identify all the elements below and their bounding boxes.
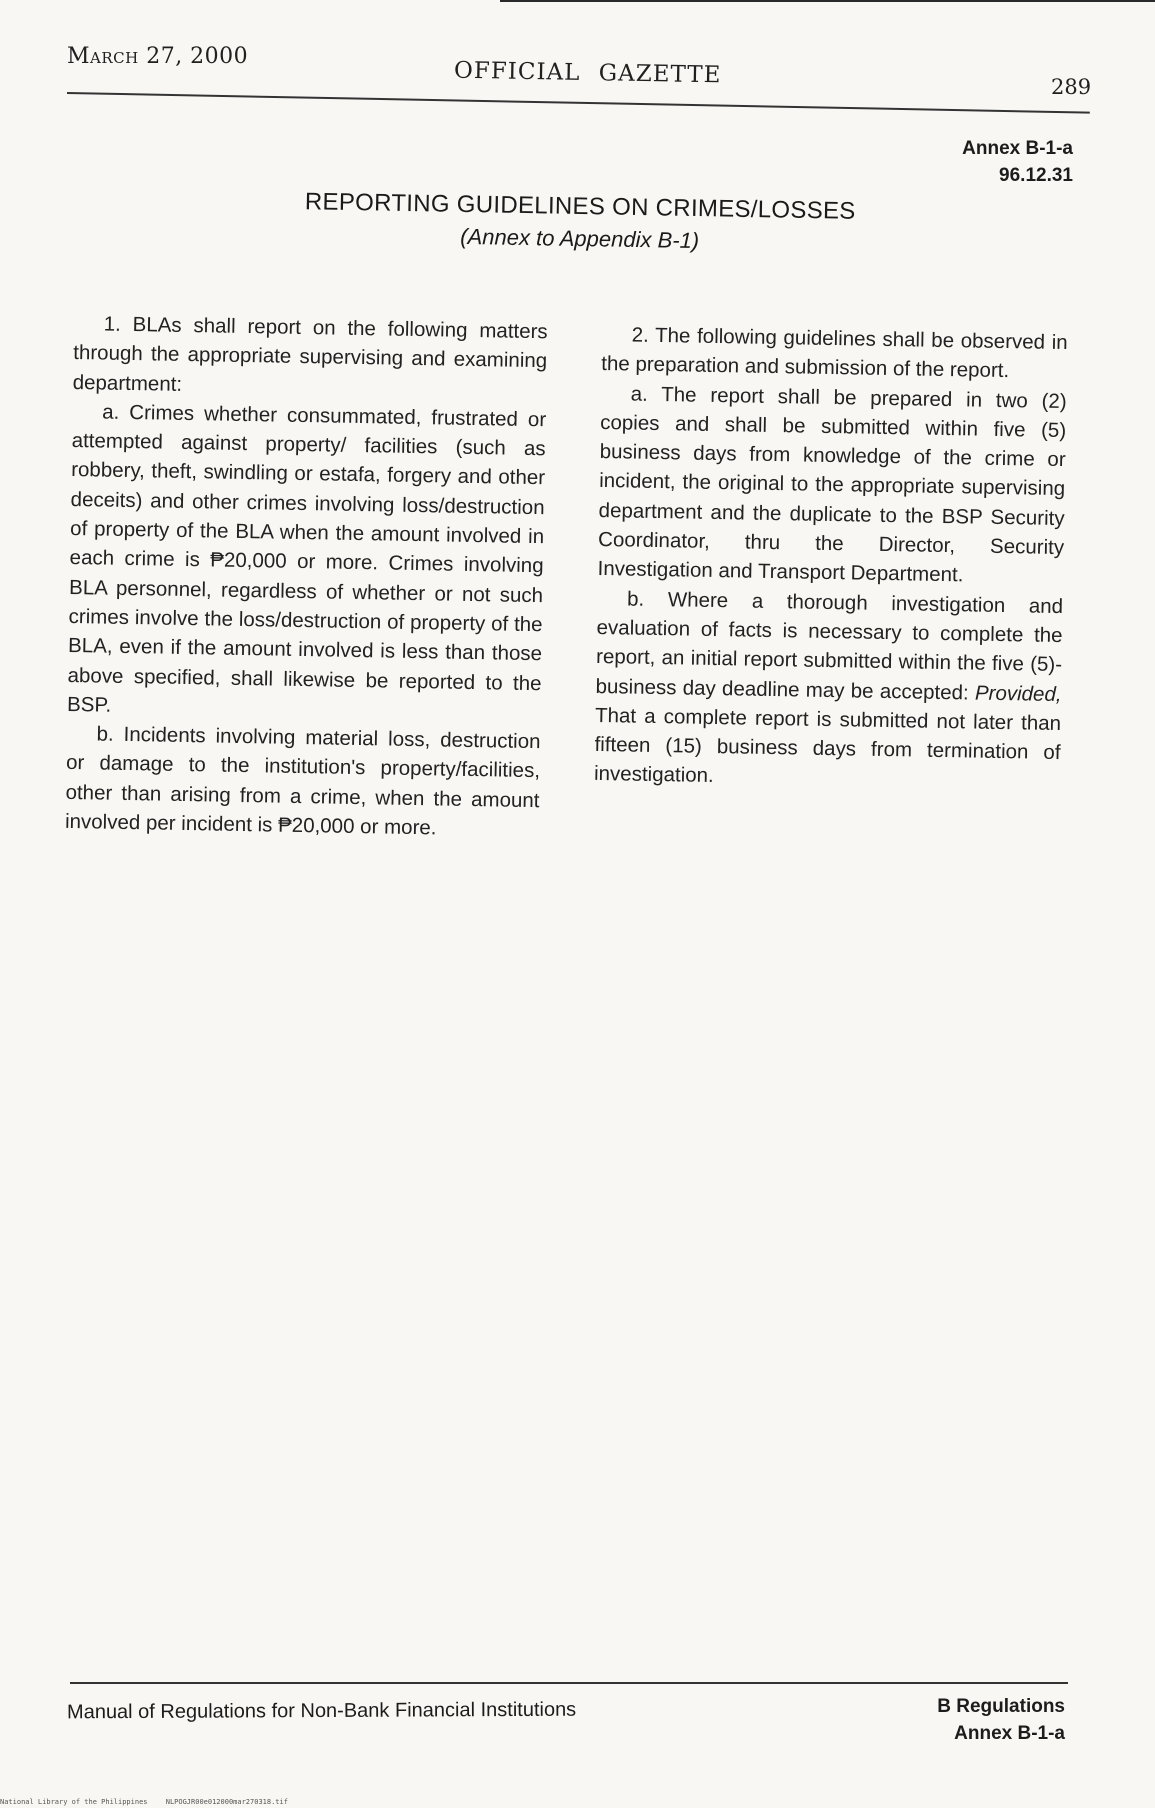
paragraph-2b-end: That a complete report is submitted not later than fifteen (15) business days from termination of investigation.: [593, 703, 1062, 788]
header-date: March 27, 2000: [67, 44, 249, 69]
scan-stamp-file: NLPOGJR00e012000mar270318.tif: [165, 1798, 288, 1806]
paragraph-2a: a. The report shall be prepared in two (2) copies and shall be submitted within five (5) business days from knowledge of the crime or incident, the original to the appropriate supervising department and the duplicate to the BSP Security Coordinator, thru the Director, Security Investigation and Transport Department.: [597, 382, 1067, 587]
footer-section: B Regulations: [937, 1696, 1065, 1717]
annex-reference: [962, 135, 1073, 189]
footer-manual-title: Manual of Regulations for Non-Bank Financial Institutions: [66, 1698, 577, 1724]
paragraph-2b-proviso: Provided,: [974, 681, 1062, 706]
right-column: [594, 320, 1068, 797]
top-scan-rule: [500, 0, 1155, 2]
document-title-sub: (Annex to Appendix B-1): [460, 223, 700, 254]
header-page-number: 289: [1051, 75, 1092, 99]
paragraph-1b: b. Incidents involving material loss, destruction or damage to the institution's property/facilities, other than arising from a crime, when the amount involved per incident is ₱20,000 or more.: [64, 722, 541, 840]
footer-section-ref: [937, 1693, 1065, 1747]
scan-stamp: [0, 1798, 302, 1806]
paragraph-2b: [594, 584, 1064, 797]
left-column: [65, 309, 548, 845]
annex-reference-line2: 96.12.31: [999, 165, 1073, 186]
paragraph-1: 1. BLAs shall report on the following matters through the appropriate supervising and examining department:: [72, 312, 548, 396]
paragraph-1a: a. Crimes whether consummated, frustrated or attempted against property/ facilities (such as robbery, theft, swindling or estafa, forgery and other deceits) and other crimes involving loss/destruction of property of the BLA when the amount involved in each crime is ₱20,000 or more. Crimes involving BLA personnel, regardless of whether or not such crimes involve the loss/destruction of property of the BLA, even if the amount involved is less than those above specified, shall likewise be reported to the BSP.: [66, 400, 547, 717]
document-title-main: REPORTING GUIDELINES ON CRIMES/LOSSES: [304, 188, 856, 225]
document-title: [219, 184, 940, 261]
footer-annex: Annex B-1-a: [954, 1723, 1065, 1744]
annex-reference-line1: Annex B-1-a: [962, 138, 1073, 159]
header-divider: [67, 92, 1090, 114]
footer-divider: [70, 1682, 1068, 1684]
paragraph-2: 2. The following guidelines shall be observed in the preparation and submission of the report.: [601, 323, 1068, 383]
header-publication-title: OFFICIAL GAZETTE: [453, 57, 722, 89]
scan-stamp-library: National Library of the Philippines: [0, 1798, 148, 1806]
paragraph-2b-start: b. Where a thorough investigation and evaluation of facts is necessary to complete the report, an initial report submitted within the five (5)-business day deadline may be accepted:: [595, 587, 1064, 705]
